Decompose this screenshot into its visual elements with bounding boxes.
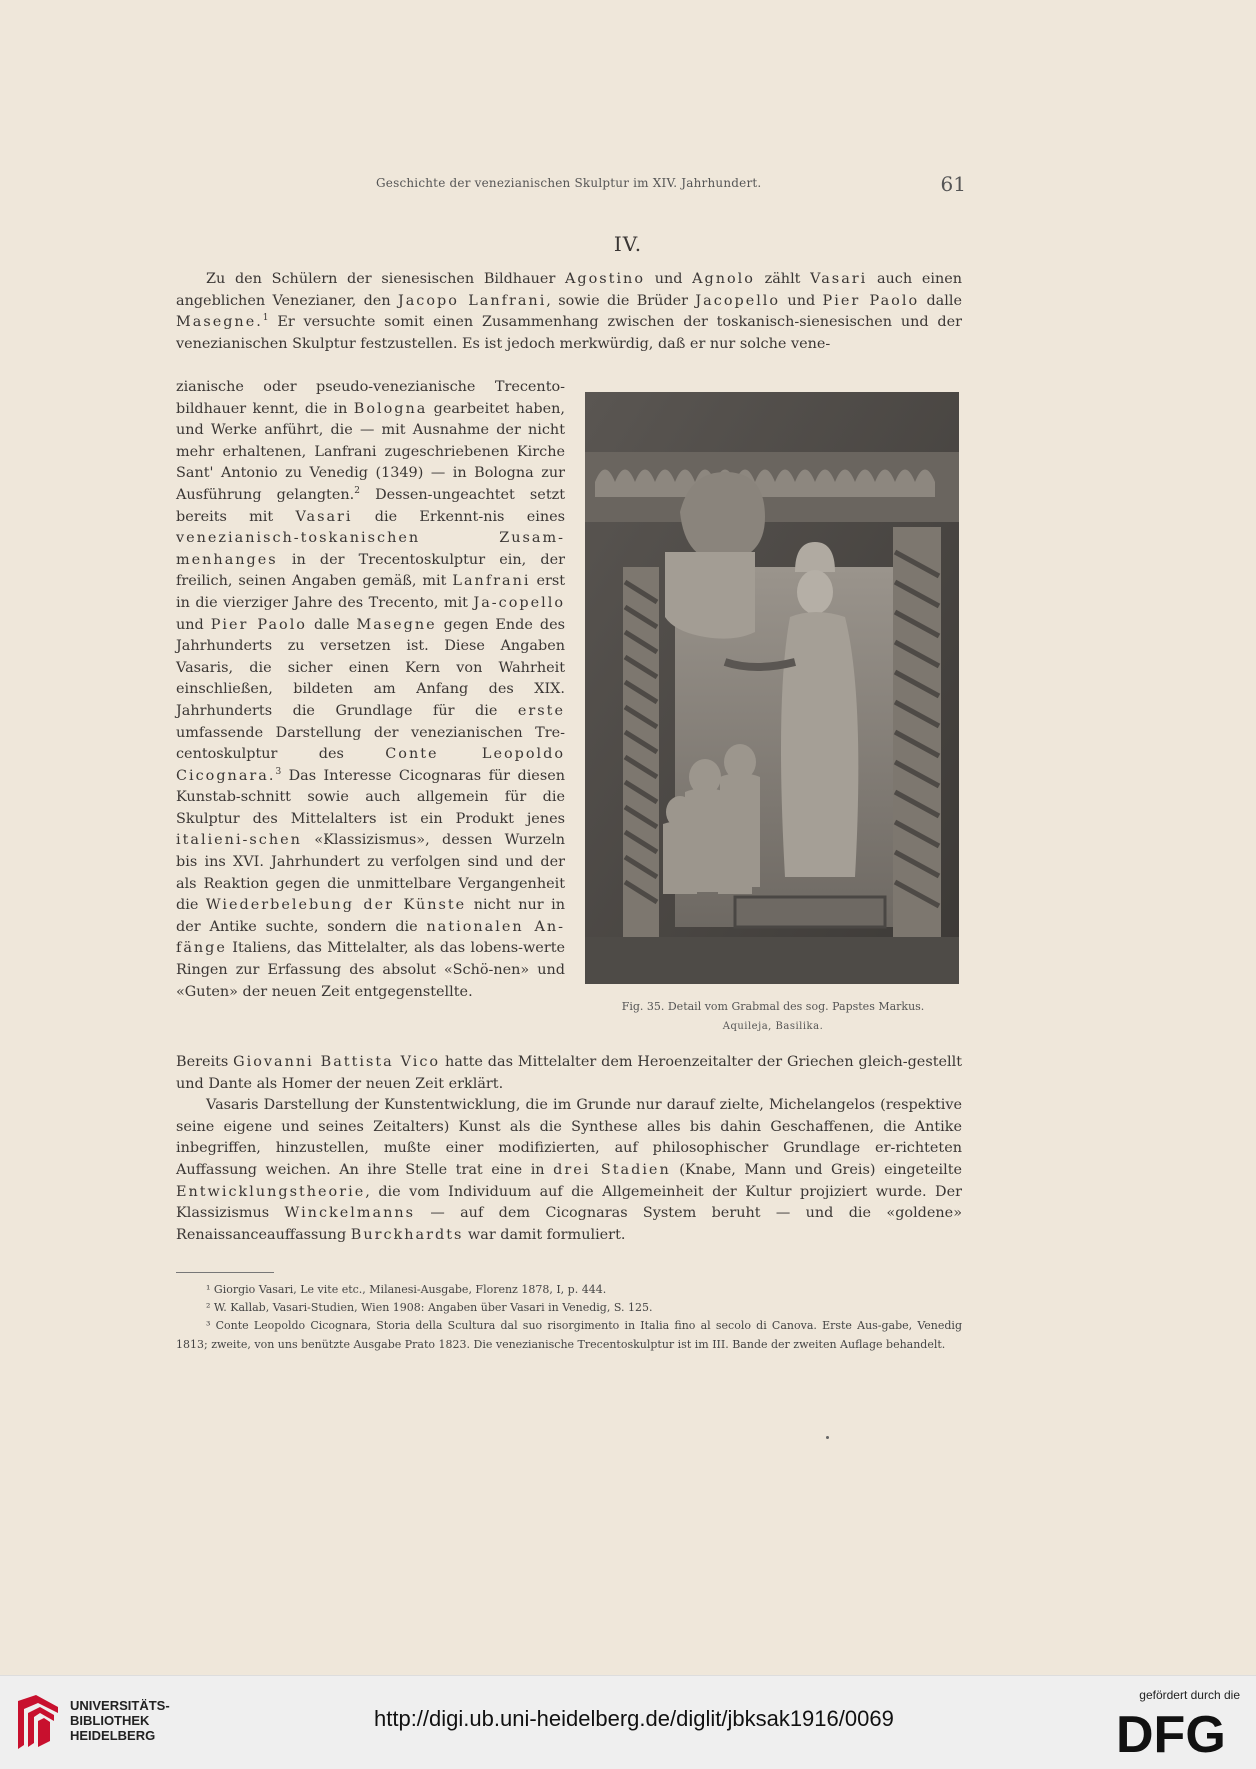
relief-sculpture-image <box>585 392 959 984</box>
caption-title: Fig. 35. Detail vom Grabmal des sog. Papstes Markus. <box>621 1000 925 1013</box>
figure-photograph <box>585 392 959 984</box>
section-number: IV. <box>613 232 643 256</box>
paragraph-left-column: zianische oder pseudo-venezianische Trecento-bildhauer kennt, die in Bologna gearbeitet haben, und Werke anführt, die — mit Ausnahme der nicht mehr erhaltenen, Lanfrani zugeschriebenen Kirche Sant' Antonio zu Venedig (1349) — in Bologna zur Ausführung gelangten.$^2$ Dessen-ungeachtet setzt bereits mit Vasari die Erkennt-nis eines venezianisch-toskanischen Zusam-menhanges in der Trecentoskulptur ein, der freilich, seinen Angaben gemäß, mit Lanfrani erst in die vierziger Jahre des Trecento, mit Ja-copello und Pier Paolo dalle Masegne gegen Ende des Jahrhunderts zu versetzen ist. Diese Angaben Vasaris, die sicher einen Kern von Wahrheit einschließen, bildeten am Anfang des XIX. Jahrhunderts die Grundlage für die erste umfassende Darstellung der venezianischen Tre-centoskulptur des Conte Leopoldo Cicognara.$^3$ Das Interesse Cicognaras für diesen Kunstab-schnitt sowie auch allgemein für die Skulptur des Mittelalters ist ein Produkt jenes italieni-schen «Klassizismus», dessen Wurzeln bis ins XVI. Jahrhundert zu verfolgen sind und der als Reaktion gegen die unmittelbare Vergangenheit die Wiederbelebung der Künste nicht nur in der Antike suchte, sondern die nationalen An-fänge Italiens, das Mittelalter, als das lobens-werte Ringen zur Erfassung des absolut «Schö-nen» und «Guten» der neuen Zeit entgegenstellte. <box>176 379 566 1000</box>
paragraph-top: Zu den Schülern der sienesischen Bildhauer Agostino und Agnolo zählt Vasari auch einen angeblichen Venezianer, den Jacopo Lanfrani, sowie die Brüder Jacopello und Pier Paolo dalle Masegne.$^1$ Er versuchte somit einen Zusammenhang zwischen der toskanisch-sienesischen und der venezianischen Skulptur festzustellen. Es ist jedoch merkwürdig, daß er nur solche vene- <box>176 271 962 352</box>
university-library-logo-icon[interactable] <box>14 1693 62 1751</box>
footnote-1: ¹ Giorgio Vasari, Le vite etc., Milanesi-Ausgabe, Florenz 1878, I, p. 444. <box>206 1283 607 1296</box>
caption-location: Aquileja, Basilika. <box>722 1021 824 1032</box>
footnote-2: ² W. Kallab, Vasari-Studien, Wien 1908: Angaben über Vasari in Venedig, S. 125. <box>206 1301 653 1315</box>
permalink-url[interactable]: http://digi.ub.uni-heidelberg.de/diglit/jbksak1916/0069 <box>374 1706 894 1731</box>
running-title: Geschichte der venezianischen Skulptur im XIV. Jahrhundert. <box>376 176 762 190</box>
viewer-footer <box>0 1675 1256 1769</box>
figure-caption <box>578 997 968 1037</box>
dfg-logo-text: DFG <box>1116 1708 1226 1756</box>
page-number: 61 <box>940 172 966 196</box>
footnotes <box>176 1281 962 1354</box>
university-library-name[interactable]: UNIVERSITÄTS- BIBLIOTHEK HEIDELBERG <box>70 1698 170 1743</box>
paragraph-bottom: Bereits Giovanni Battista Vico hatte das Mittelalter dem Heroenzeitalter der Griechen gleich-gestellt und Dante als Homer der neuen Zeit erklärt. Vasaris Darstellung der Kunstentwicklung, die im Grunde nur darauf zielte, Michelangelos (respektive seine eigene und seines Zeitalters) Kunst als die Synthese alles bis dahin Geschaffenen, die Antike inbegriffen, hinzustellen, mußte einer modifizierten, auf philosophischer Grundlage er-richteten Auffassung weichen. An ihre Stelle trat eine in drei Stadien (Knabe, Mann und Greis) eingeteilte Entwicklungstheorie, die vom Individuum auf die Allgemeinheit der Kultur projiziert wurde. Der Klassizismus Winckelmanns — auf dem Cicognaras System beruht — und die «goldene» Renaissanceauffassung Burckhardts war damit formuliert. <box>176 1054 962 1243</box>
dfg-logo-icon[interactable] <box>1116 1708 1242 1756</box>
page-speck <box>826 1436 829 1439</box>
footnote-3: ³ Conte Leopoldo Cicognara, Storia della Scultura dal suo risorgimento in Italia fino al secolo di Canova. Erste Aus-gabe, Venedig 1813; zweite, von uns benützte Ausgabe Prato 1823. Die venezianische Trecentoskulptur ist im III. Bande der zweiten Auflage behandelt. <box>176 1319 962 1351</box>
funded-by-label: gefördert durch die <box>1139 1688 1240 1702</box>
footnote-divider <box>176 1272 274 1273</box>
